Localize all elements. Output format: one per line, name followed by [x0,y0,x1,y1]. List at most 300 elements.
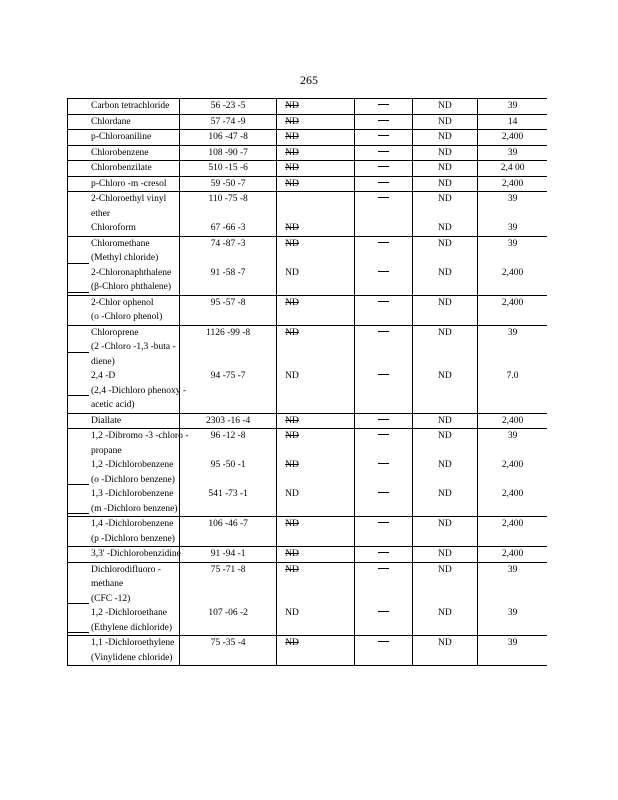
chemical-name-line: 2-Chloronaphthalene [91,267,172,278]
column5-cell-value: ND [438,489,452,499]
empty-line [355,592,412,607]
chemical-name-cell [68,547,180,563]
chemical-name-cell [68,192,180,237]
column5-cell [412,562,478,636]
empty-line [413,532,478,547]
empty-line [285,207,354,222]
column3-cell-value: ND [285,238,299,249]
empty-line [478,473,547,488]
empty-line [180,310,276,325]
column3-cell-value: ND [285,297,299,308]
empty-line [285,444,354,459]
column6-cell [478,192,547,237]
empty-line [285,310,354,325]
dash-icon [378,151,389,152]
page-number: 265 [300,73,318,87]
cas-number-cell-value: 96 -12 -8 [210,431,246,441]
empty-line [478,532,547,547]
chemical-name-cell [68,236,180,295]
dash-mark [355,606,412,621]
chemical-name-cell [68,562,180,636]
cas-number-cell-value: 95 -57 -8 [210,297,246,308]
dash-icon [378,197,389,198]
chemical-name-line: Chlorobenzene [91,147,149,158]
chemical-name-line: acetic acid) [91,400,135,410]
empty-line [355,340,412,355]
column6-cell-value: 39 [507,327,518,338]
empty-line [413,251,478,266]
empty-line [285,621,354,636]
empty-line [180,280,276,295]
chemical-name-line: (CFC -12) [91,592,179,607]
column6-cell [478,547,547,563]
dash-icon [378,522,389,523]
chemical-name-cell [68,413,180,429]
column6-cell [478,295,547,325]
column6-cell-value: 39 [507,638,518,648]
chemical-name-line: Chlordane [91,116,131,127]
dash-mark [355,99,412,114]
chemical-name-line: 3,3' -Dichlorobenzidine [91,549,181,559]
column6-cell-value: 39 [507,238,518,249]
margin-rule [68,603,89,604]
column4-cell [354,236,412,295]
empty-line [478,207,547,222]
column3-cell-value: ND [285,147,299,158]
column6-cell [478,176,547,192]
empty-line [478,251,547,266]
table-row [68,99,548,115]
chemical-name-line: (m -Dichloro benzene) [91,502,179,517]
empty-line [180,355,276,370]
cas-number-cell [180,547,277,563]
empty-line [478,651,547,666]
column3-cell [277,413,355,429]
column3-cell-value: ND [285,132,299,142]
dash-mark [355,458,412,473]
chemical-name-cell [68,99,180,115]
empty-line [413,384,478,399]
column5-cell [412,176,478,192]
column6-cell-value: 2,400 [501,460,524,470]
column3-cell [277,636,355,666]
column6-cell-value: 2,400 [501,415,524,426]
column3-cell [277,547,355,563]
cas-number-cell-value: 2303 -16 -4 [205,415,251,426]
table-body [68,99,548,666]
cas-number-cell [180,517,277,547]
column6-cell-value: 2,400 [501,178,524,189]
cas-number-cell [180,161,277,177]
dash-mark [355,192,412,207]
chemical-name-line: (β-Chloro phthalene) [91,280,179,295]
empty-line [180,398,276,413]
column5-cell [412,429,478,517]
column5-cell-value: ND [438,132,452,142]
empty-line [413,310,478,325]
column5-cell [412,295,478,325]
empty-line [285,502,354,517]
column5-cell [412,636,478,666]
dash-icon [378,374,389,375]
dash-icon [378,104,389,105]
empty-line [355,398,412,413]
chemical-name-line: p-Chloroaniline [91,132,152,142]
chemical-name-line: (2,4 -Dichloro phenoxy - [91,384,179,399]
column4-cell [354,130,412,146]
margin-rule [68,484,89,485]
cas-number-cell [180,114,277,130]
empty-line [355,280,412,295]
column4-cell [354,413,412,429]
empty-line [285,592,354,607]
column5-cell-value: ND [438,431,452,441]
column5-cell-value: ND [438,267,452,278]
column4-cell [354,192,412,237]
column5-cell-value: ND [438,194,452,204]
dash-icon [378,166,389,167]
empty-line [478,621,547,636]
cas-number-cell-value: 75 -71 -8 [210,564,246,575]
column4-cell [354,295,412,325]
empty-line [180,532,276,547]
cas-number-cell-value: 75 -35 -4 [210,638,246,648]
column6-cell-value: 2,400 [501,549,524,559]
cas-number-cell-value: 59 -50 -7 [210,178,246,189]
dash-icon [378,331,389,332]
dash-mark [355,517,412,532]
dash-mark [355,414,412,429]
chemical-name-line: (Methyl chloride) [91,251,179,266]
dash-icon [378,434,389,435]
chemical-name-line: Diallate [91,415,122,426]
dash-mark [355,115,412,130]
dash-icon [378,419,389,420]
empty-line [478,577,547,592]
empty-line [285,577,354,592]
cas-number-cell-value: 541 -73 -1 [208,489,248,499]
chemical-name-line: p-Chloro -m -cresol [91,178,167,189]
column5-cell [412,325,478,413]
cas-number-cell-value: 57 -74 -9 [210,116,246,127]
column6-cell [478,130,547,146]
dash-icon [378,463,389,464]
empty-line [478,310,547,325]
column5-cell [412,517,478,547]
column4-cell [354,161,412,177]
margin-rule [68,263,89,264]
empty-line [478,355,547,370]
chemical-name-line: (o -Chloro phenol) [91,312,163,322]
column3-cell-value: ND [285,163,299,173]
column3-cell-value: ND [285,638,299,648]
column5-cell [412,99,478,115]
dash-mark [355,369,412,384]
column5-cell [412,114,478,130]
column5-cell-value: ND [438,238,452,249]
column3-cell-value: ND [285,371,299,381]
column4-cell [354,562,412,636]
dash-icon [378,242,389,243]
table-row [68,547,548,563]
column6-cell [478,145,547,161]
chemical-name-line: (2 -Chloro -1,3 -buta - [91,340,179,355]
chemical-name-cell [68,161,180,177]
column5-cell-value: ND [438,608,452,618]
cas-number-cell [180,145,277,161]
empty-line [285,384,354,399]
dash-icon [378,120,389,121]
empty-line [180,577,276,592]
cas-number-cell [180,413,277,429]
column3-cell-value: ND [285,101,299,111]
column6-cell [478,325,547,413]
chemical-name-cell [68,295,180,325]
margin-rule [68,292,89,293]
chemical-name-line: diene) [91,356,115,367]
table-row [68,562,548,636]
empty-line [355,444,412,459]
empty-line [355,621,412,636]
chemical-name-cell [68,325,186,413]
column6-cell [478,99,547,115]
table-row [68,192,548,237]
empty-line [413,444,478,459]
table-row [68,429,548,517]
chemical-name-line: Dichlorodifluoro - [91,564,161,575]
empty-line [355,384,412,399]
chemical-name-line: Chlorobenzilate [91,163,152,173]
column3-cell [277,176,355,192]
column4-cell [354,517,412,547]
dash-mark [355,326,412,341]
column5-cell-value: ND [438,638,452,648]
column3-cell [277,517,355,547]
column6-cell [478,429,547,517]
dash-icon [378,641,389,642]
dash-mark [355,563,412,578]
column3-cell [277,161,355,177]
dash-mark [355,487,412,502]
empty-line [285,651,354,666]
cas-number-cell [180,236,277,295]
table-row [68,145,548,161]
empty-line [355,207,412,222]
column5-cell-value: ND [438,163,452,173]
column4-cell [354,145,412,161]
empty-line [478,280,547,295]
table-row [68,295,548,325]
column3-cell-value: ND [285,415,299,426]
column6-cell [478,161,547,177]
empty-line [180,207,276,222]
empty-line [413,280,478,295]
cas-number-cell [180,562,277,636]
dash-mark [355,547,412,562]
cas-number-cell-value: 510 -15 -6 [208,163,248,173]
column4-cell [354,114,412,130]
column5-cell-value: ND [438,415,452,426]
column3-cell-value: ND [285,519,299,529]
empty-line [355,355,412,370]
chemical-name-cell [68,176,180,192]
empty-line [180,340,276,355]
column6-cell-value: 39 [507,101,518,111]
chemical-name-cell [68,429,189,517]
cas-number-cell-value: 106 -46 -7 [208,519,248,529]
dash-mark [355,429,412,444]
chemical-name-line: methane [91,579,124,589]
empty-line [355,651,412,666]
column5-cell-value: ND [438,101,452,111]
chemical-name-line: 1,2 -Dichlorobenzene [91,460,174,470]
empty-line [180,592,276,607]
column6-cell-value: 39 [507,223,518,233]
cas-number-cell-value: 74 -87 -3 [210,238,246,249]
empty-line [478,384,547,399]
cas-number-cell [180,192,277,237]
column3-cell-value: ND [285,178,299,189]
column5-cell [412,547,478,563]
empty-line [355,310,412,325]
column6-cell-value: 2,400 [501,489,524,499]
cas-number-cell-value: 110 -75 -8 [208,194,248,204]
column3-cell-value: ND [285,564,299,575]
column6-cell-value: 39 [507,608,518,618]
column6-cell-value: 39 [507,564,518,575]
margin-rule [68,632,89,633]
empty-line [180,444,276,459]
chemical-table [67,98,547,666]
chemical-name-line: 1,4 -Dichlorobenzene [91,519,174,529]
column5-cell-value: ND [438,460,452,470]
empty-line [413,207,478,222]
empty-line [413,577,478,592]
chemical-name-line: (p -Dichloro benzene) [91,533,175,544]
cas-number-cell [180,429,277,517]
cas-number-cell-value: 106 -47 -8 [208,132,248,142]
dash-mark [355,237,412,252]
chemical-name-cell [68,145,180,161]
empty-line [355,577,412,592]
column3-cell [277,114,355,130]
column4-cell [354,176,412,192]
column3-cell-value: ND [285,327,299,338]
chemical-name-line: (Vinylidene chloride) [91,652,173,663]
column6-cell-value: 2,400 [501,519,524,529]
dash-icon [378,271,389,272]
chemical-name-line: Chloroprene [91,327,139,338]
column3-cell [277,429,355,517]
dash-mark [355,146,412,161]
column6-cell-value: 39 [507,147,518,158]
column6-cell [478,562,547,636]
chemical-name-cell [68,114,180,130]
empty-line [180,502,276,517]
column3-cell [277,99,355,115]
column3-cell-value: ND [285,460,299,470]
dash-icon [378,611,389,612]
empty-line [285,340,354,355]
table-row [68,517,548,547]
column3-cell [277,325,355,413]
empty-line [180,251,276,266]
chemical-name-line: 1,2 -Dichloroethane [91,608,167,618]
column4-cell [354,99,412,115]
chemical-name-line: 1,2 -Dibromo -3 -chloro - [91,431,189,441]
empty-line [285,251,354,266]
column3-cell [277,236,355,295]
empty-line [285,355,354,370]
chemical-name-line: 2-Chloroethyl vinyl [91,194,167,204]
cas-number-cell [180,295,277,325]
chemical-name-cell [68,636,180,666]
table-row [68,130,548,146]
empty-line [413,355,478,370]
cas-number-cell [180,130,277,146]
table-row [68,176,548,192]
column5-cell-value: ND [438,519,452,529]
column6-cell-value: 2,400 [501,267,524,278]
column6-cell [478,636,547,666]
chemical-name-line: propane [91,445,122,456]
empty-line [180,621,276,636]
empty-line [478,592,547,607]
empty-line [413,473,478,488]
column5-cell [412,236,478,295]
column6-cell [478,114,547,130]
dash-icon [378,552,389,553]
empty-line [413,502,478,517]
cas-number-cell-value: 91 -94 -1 [210,549,246,559]
empty-line [478,398,547,413]
dash-icon [378,301,389,302]
empty-line [355,473,412,488]
column6-cell-value: 2,400 [501,297,524,308]
column5-cell-value: ND [438,564,452,575]
empty-line [285,473,354,488]
chemical-name-line: (Ethylene dichloride) [91,621,179,636]
dash-mark [355,177,412,192]
dash-mark [355,636,412,651]
dash-icon [378,135,389,136]
column3-cell-value: ND [285,549,299,559]
cas-number-cell-value: 94 -75 -7 [210,371,246,381]
chemical-name-line: 1,3 -Dichlorobenzene [91,489,174,499]
column3-cell-value: ND [285,431,299,441]
dash-mark [355,266,412,281]
column6-cell-value: 2,4 00 [500,163,525,173]
column6-cell [478,413,547,429]
column3-cell-value: ND [285,223,299,233]
table-row [68,636,548,666]
chemical-name-line: 2,4 -D [91,371,116,381]
cas-number-cell-value: 56 -23 -5 [210,101,246,111]
column4-cell [354,547,412,563]
dash-icon [378,182,389,183]
column6-cell-value: 14 [507,116,518,127]
dash-icon [378,492,389,493]
cas-number-cell [180,325,277,413]
column3-cell [277,145,355,161]
column5-cell-value: ND [438,178,452,189]
column5-cell-value: ND [438,223,452,233]
dash-mark [355,130,412,145]
empty-line [478,444,547,459]
chemical-name-line: 1,1 -Dichloroethylene [91,638,175,648]
empty-line [478,340,547,355]
empty-line [413,340,478,355]
